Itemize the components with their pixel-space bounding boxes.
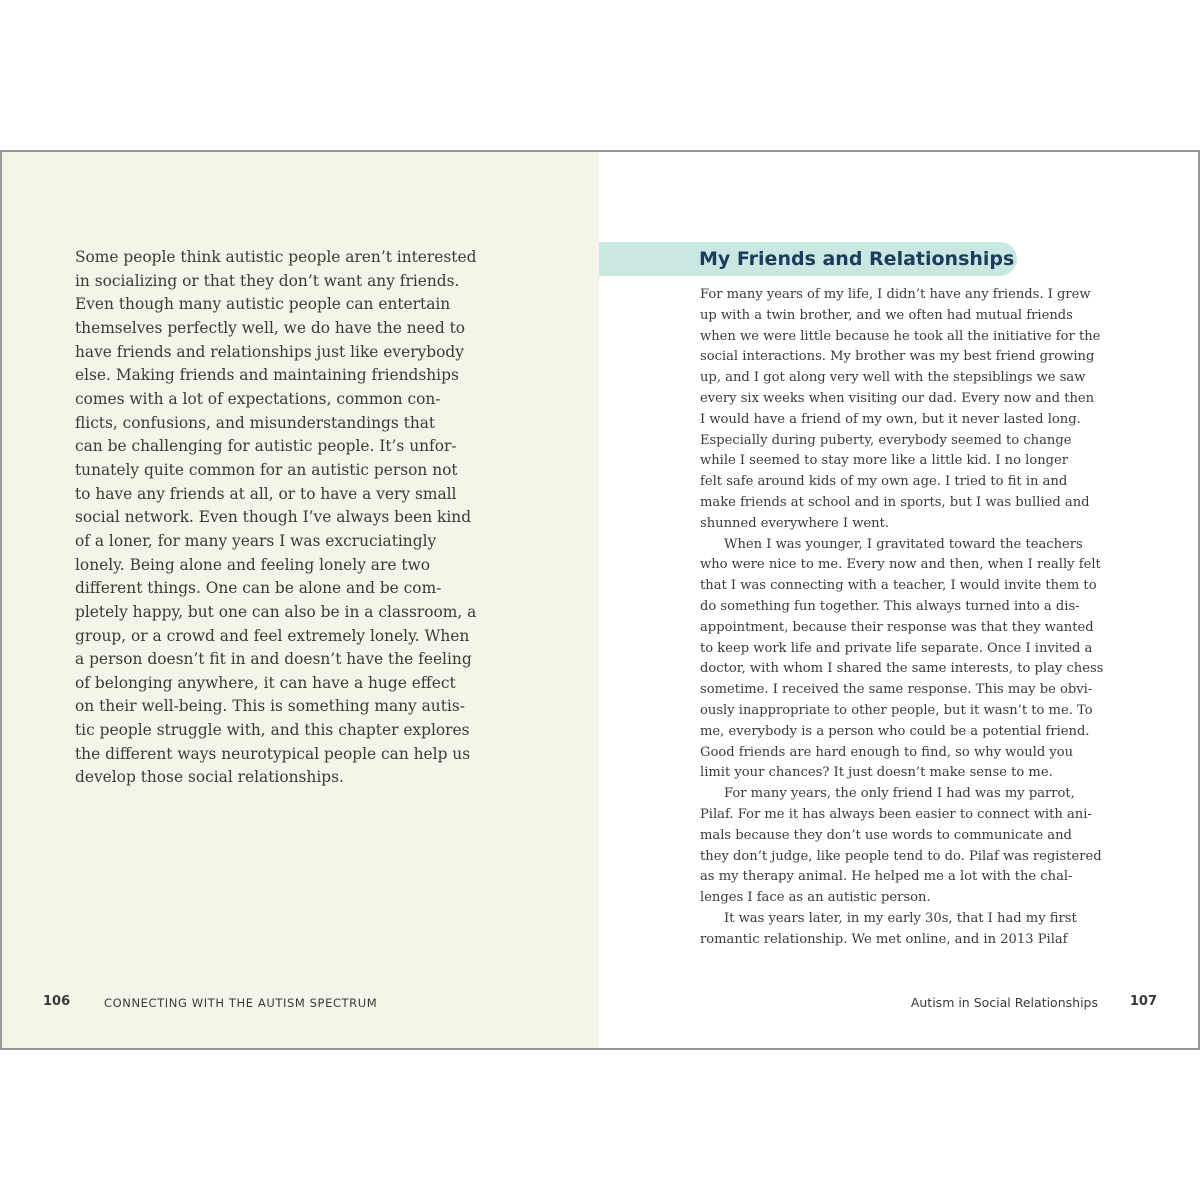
right-running-head: Autism in Social Relationships bbox=[910, 995, 1098, 1010]
right-page bbox=[599, 152, 1198, 1048]
body-paragraph: For many years of my life, I didn’t have any friends. I grew up with a twin brother, and we often had mutual friends when we were little because he took all the initiative for the social interactions. My brother was my best friend growing up, and I got along very well with the stepsiblings we saw every six weeks when visiting our dad. Every now and then I would have a friend of my own, but it never lasted long. Especially during puberty, everybody seemed to change while I seemed to stay more like a little kid. I no longer felt safe around kids of my own age. I tried to fit in and make friends at school and in sports, but I was bullied and shunned everywhere I went. bbox=[700, 287, 1101, 531]
right-page-body bbox=[700, 285, 1120, 951]
left-page-number: 106 bbox=[43, 994, 71, 1009]
body-paragraph: When I was younger, I gravitated toward the teachers who were nice to me. Every now and then, when I really felt that I was connecting with a teacher, I would invite them to do something fun together. This always turned into a dis- appointment, because their response was that they wanted to keep work life and private life separate. Once I invited a doctor, with whom I shared the same interests, to play chess sometime. I received the same response. This may be obvi- ously inappropriate to other people, but it wasn’t to me. To me, everybody is a person who could be a potential friend. Good friends are hard enough to find, so why would you limit your chances? It just doesn’t make sense to me. bbox=[700, 536, 1104, 781]
body-paragraph: It was years later, in my early 30s, that I had my first romantic relationship. We met online, and in 2013 Pilaf bbox=[700, 910, 1077, 947]
left-running-head: CONNECTING WITH THE AUTISM SPECTRUM bbox=[104, 996, 378, 1010]
book-spread bbox=[0, 150, 1200, 1050]
right-page-number: 107 bbox=[1129, 994, 1157, 1009]
body-paragraph: For many years, the only friend I had was my parrot, Pilaf. For me it has always been easier to connect with ani- mals because they don’t use words to communicate and they don’t judge, like people tend to do. Pilaf was registered as my therapy animal. He helped me a lot with the chal- lenges I face as an autistic person. bbox=[700, 786, 1102, 906]
left-page bbox=[2, 152, 599, 1048]
left-page-body-text: Some people think autistic people aren’t interested in socializing or that they don’t want any friends. Even though many autistic people can entertain themselves perfectly well, we do have the need to have friends and relationships just like everybody else. Making friends and maintaining friendships comes with a lot of expectations, common con- flicts, confusions, and misunderstandings that can be challenging for autistic people. It’s unfor- tunately quite common for an autistic person not to have any friends at all, or to have a very small social network. Even though I’ve always been kind of a loner, for many years I was excruciatingly lonely. Being alone and feeling lonely are two different things. One can be alone and be com- pletely happy, but one can also be in a classroom, a group, or a crowd and feel extremely lonely. When a person doesn’t fit in and doesn’t have the feeling of belonging anywhere, it can have a huge effect on their well-being. This is something many autis- tic people struggle with, and this chapter explores the different ways neurotypical people can help us develop those social relationships. bbox=[75, 248, 477, 787]
section-heading: My Friends and Relationships bbox=[699, 248, 1015, 270]
